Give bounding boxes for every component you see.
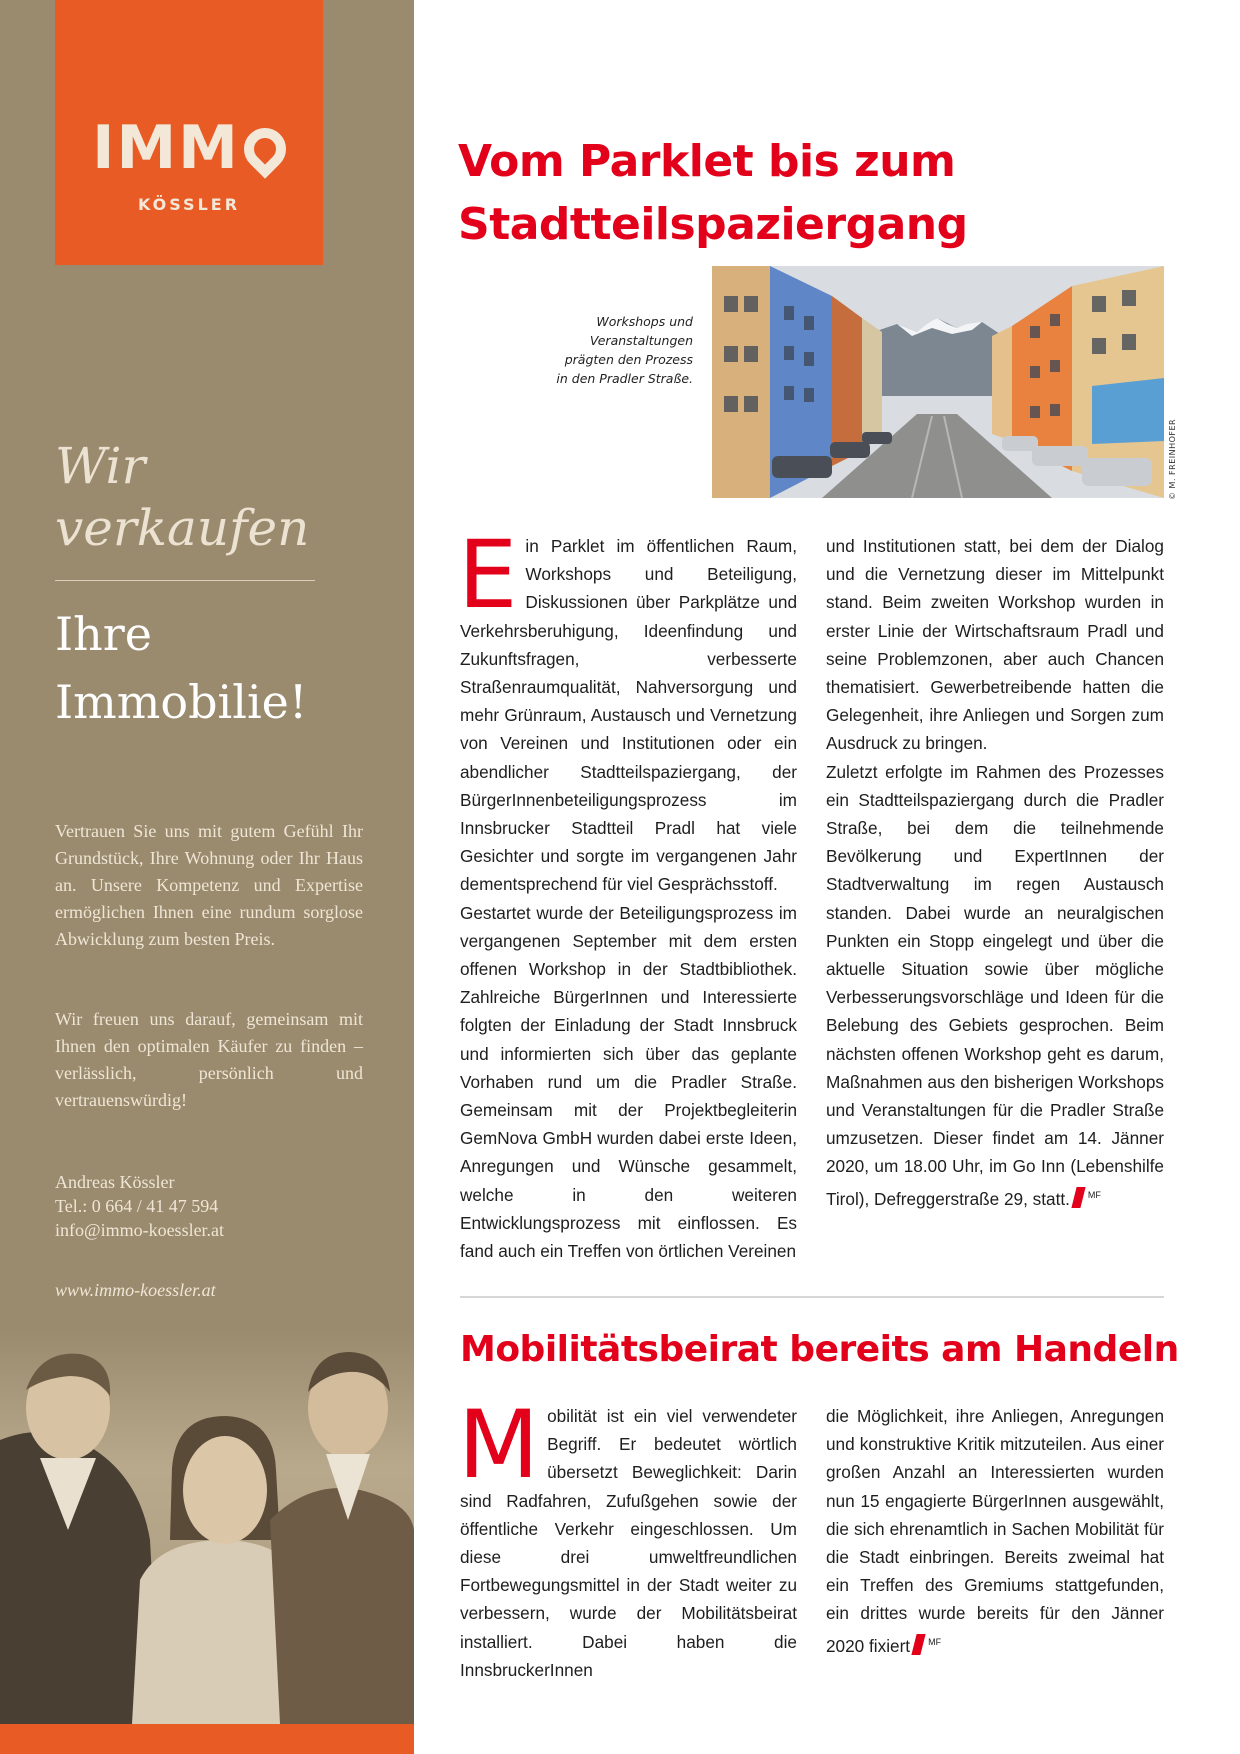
article1-paragraph-4 bbox=[826, 758, 1164, 1213]
photo-caption: Workshops und Veranstaltungen prägten den Prozess in den Pradler Straße. bbox=[556, 314, 693, 386]
drop-cap: E bbox=[458, 521, 518, 630]
contact-email[interactable]: info@immo-koessler.at bbox=[55, 1220, 225, 1240]
article1-headline bbox=[458, 130, 1178, 256]
article2-column-1 bbox=[458, 1391, 797, 1684]
article2-paragraph-1 bbox=[458, 1391, 797, 1684]
pradler-strasse-photo bbox=[712, 266, 1164, 498]
article2-column-2 bbox=[826, 1402, 1164, 1660]
ad-heading-line-2: verkaufen bbox=[55, 499, 310, 557]
author-initials: MF bbox=[928, 1636, 942, 1647]
drop-cap: M bbox=[458, 1391, 540, 1500]
article2-paragraph-1-text: obilität ist ein viel verwendeter Begriff. Er bedeutet wörtlich übersetzt Beweglichkeit: Darin sind Radfahren, Zufußgehen sowie der öffentliche Verkehr eingeschlossen. Um diese drei umweltfreundlichen Fortbewegungsmittel in der Stadt weiter zu verbessern, wurde der Mobilitätsbeirat installiert. Dabei haben die InnsbruckerInnen bbox=[460, 1406, 797, 1680]
contact-phone: Tel.: 0 664 / 41 47 594 bbox=[55, 1196, 219, 1216]
ad-bottom-bar bbox=[0, 1724, 414, 1754]
article1-headline-line-2: Stadtteilspaziergang bbox=[458, 199, 968, 250]
photo-credit: © M. FREINHOFER bbox=[1168, 418, 1177, 500]
contact-name: Andreas Kössler bbox=[55, 1172, 175, 1192]
ad-heading2-line-1: Ihre bbox=[55, 607, 153, 661]
article2-headline: Mobilitätsbeirat bereits am Handeln bbox=[460, 1329, 1179, 1370]
article-separator bbox=[460, 1296, 1164, 1298]
article2-paragraph-2 bbox=[826, 1402, 1164, 1660]
article1-headline-line-1: Vom Parklet bis zum bbox=[458, 136, 956, 187]
ad-website-link[interactable]: www.immo-koessler.at bbox=[55, 1280, 216, 1300]
article1-column-2 bbox=[826, 532, 1164, 1213]
article1-paragraph-3: und Institutionen statt, bei dem der Dialog und die Vernetzung dieser im Mittelpunkt stand. Beim zweiten Workshop wurden in erster Linie der Wirtschaftsraum Pradl und seine Problemzonen, aber auch Chancen thematisiert. Gewerbetreibende hatten die Gelegenheit, ihre Anliegen und Sorgen zum Ausdruck zu bringen. bbox=[826, 536, 1164, 754]
ad-paragraph-buyer: Wir freuen uns darauf, gemeinsam mit Ihnen den optimalen Käufer zu finden – verlässlich, persönlich und vertrauenswürdig! bbox=[55, 1009, 363, 1110]
location-pin-icon bbox=[235, 119, 294, 178]
article2-paragraph-2-text: die Möglichkeit, ihre Anliegen, Anregungen und konstruktive Kritik mitzuteilen. Aus einer großen Anzahl an Interessierten wurden nun 15 engagierte BürgerInnen ausgewählt, die sich ehrenamtlich in Sachen Mobilität für die Stadt einbringen. Bereits zweimal hat ein Treffen des Gremiums stattgefunden, ein drittes wurde bereits für den Jänner 2020 fixiert bbox=[826, 1406, 1164, 1656]
logo-subtitle: KÖSSLER bbox=[137, 195, 241, 214]
ad-heading-line-1: Wir bbox=[55, 437, 146, 495]
author-initials: MF bbox=[1087, 1189, 1101, 1200]
article1-paragraph-2: Gestartet wurde der Beteiligungsprozess im vergangenen September mit dem ersten offenen Workshop in der Stadtbibliothek. Zahlreiche BürgerInnen und Interessierte folgten der Einladung der Stadt Innsbruck und informierten sich über das geplante Vorhaben rund um die Pradler Straße. Gemeinsam mit der Projektbegleiterin GemNova GmbH wurden dabei erste Ideen, Anregungen und Wünsche gesammelt, welche in den weiteren Entwicklungsprozess mit einflossen. Es fand auch ein Treffen von örtlichen Vereinen bbox=[460, 902, 797, 1262]
article1-paragraph-4-text: Zuletzt erfolgte im Rahmen des Prozesses ein Stadtteilspaziergang durch die Pradler Straße, bei dem die teilnehmende Bevölkerung und ExpertInnen der Stadtverwaltung im regen Austausch standen. Dabei wurde an neuralgischen Punkten ein Stopp eingelegt und über die aktuelle Situation sowie über mögliche Verbesserungsvorschläge und Ideen für die Belebung des Gebiets gesprochen. Beim nächsten offenen Workshop geht es darum, Maßnahmen aus den bisherigen Workshops und Veranstaltungen für die Pradler Straße umzusetzen. Dieser findet am 14. Jänner 2020, um 18.00 Uhr, im Go Inn (Lebenshilfe Tirol), Defreggerstraße 29, statt. bbox=[826, 761, 1164, 1209]
advertisement-column bbox=[0, 0, 414, 1754]
team-portrait-photo bbox=[0, 1330, 414, 1724]
ad-contact-block bbox=[55, 1170, 224, 1242]
logo-wordmark: IMM bbox=[92, 113, 240, 183]
article1-paragraph-1 bbox=[458, 521, 797, 899]
immo-koessler-logo bbox=[55, 0, 323, 265]
end-mark-icon bbox=[1071, 1187, 1085, 1208]
end-mark-icon bbox=[911, 1634, 925, 1655]
article1-column-1 bbox=[458, 521, 797, 1265]
ad-heading-italic bbox=[55, 435, 355, 559]
ad-heading-main bbox=[55, 600, 375, 736]
ad-paragraph-trust: Vertrauen Sie uns mit gutem Gefühl Ihr Grundstück, Ihre Wohnung oder Ihr Haus an. Unsere Kompetenz und Expertise ermöglichen Ihnen eine rundum sorglose Abwicklung zum besten Preis. bbox=[55, 821, 363, 949]
article1-paragraph-1-text: in Parklet im öffentlichen Raum, Workshops und Beteiligung, Diskussionen über Parkplätze und Verkehrsberuhigung, Ideenfindung und Zukunftsfragen, verbesserte Straßenraumqualität, Nahversorgung und mehr Grünraum, Austausch und Vernetzung von Vereinen und Institutionen oder ein abendlicher Stadtteilspaziergang, der BürgerInnenbeteiligungsprozess im Innsbrucker Stadtteil Pradl hat viele Gesichter und sorgte im vergangenen Jahr dementsprechend für viel Gesprächsstoff. bbox=[460, 536, 797, 895]
ad-divider bbox=[55, 580, 315, 581]
ad-heading2-line-2: Immobilie! bbox=[55, 675, 308, 729]
